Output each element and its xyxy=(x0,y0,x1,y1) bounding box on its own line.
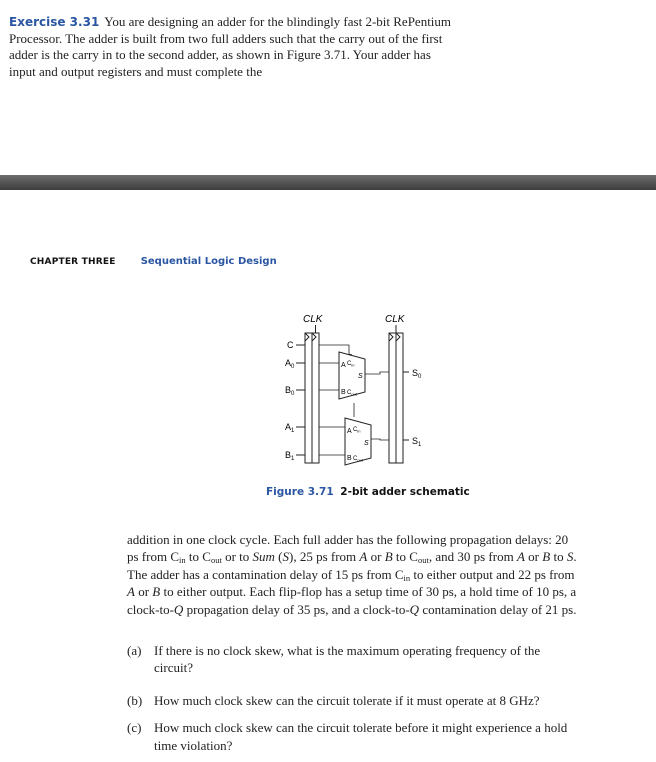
figure-title: 2-bit adder schematic xyxy=(340,486,470,498)
exercise-text: You are designing an adder for the blindingly fast 2-bit RePentium Processor. The adder is built from two full adders such that the carry out of the first adder is the carry in to the second adder, as shown in Figure 3.71. Your adder has input and output registers and must complete the xyxy=(9,14,452,79)
full-adder-0 xyxy=(339,352,365,399)
input-register xyxy=(305,325,319,463)
input-wires xyxy=(296,345,305,455)
question-c: (c) How much clock skew can the circuit tolerate before it might experience a hold time violation? xyxy=(127,720,568,753)
input-a1-label: $A_1$ xyxy=(285,422,295,434)
exercise-label: Exercise 3.31 xyxy=(9,15,100,29)
clk-right-label: CLK xyxy=(385,314,405,325)
output-s0-label: $S_0$ xyxy=(412,368,422,380)
svg-text:Cin: $C_{in}$ xyxy=(353,427,361,434)
body-paragraph: addition in one clock cycle. Each full adder has the following propagation delays: 20 ps from $C_{in}$ to $C_{out}$ or to Sum (S), 25 ps from A or B to $C_{out}$, and 30 ps from A or B to S. The adder has a contamination delay of 15 ps from $C_{in}$ to either output and 22 ps from A or B to either output. Each flip-flop has a setup time of 30 ps, a hold time of 10 ps, a clock-to-Q propagation delay of 35 ps, and a clock-to-Q contamination delay of 21 ps. xyxy=(127,532,577,617)
figure-number: Figure 3.71 xyxy=(266,486,334,498)
running-header xyxy=(30,256,277,267)
output-register xyxy=(389,325,403,463)
question-a: (a) If there is no clock skew, what is the maximum operating frequency of the circuit? xyxy=(127,643,541,676)
svg-text:B: B xyxy=(347,455,352,462)
chapter-label: CHAPTER THREE xyxy=(30,257,116,267)
input-b1-label: $B_1$ xyxy=(285,450,295,462)
svg-text:Cout: $C_{out}$ xyxy=(353,456,363,463)
output-s1-label: $S_1$ xyxy=(412,436,422,448)
input-c-label: C xyxy=(287,340,294,350)
question-list xyxy=(127,642,582,754)
output-wires xyxy=(403,372,409,440)
input-b0-label: $B_0$ xyxy=(285,385,295,397)
question-b: (b) How much clock skew can the circuit tolerate if it must operate at 8 GHz? xyxy=(127,692,540,708)
svg-text:A: A xyxy=(341,362,346,369)
input-a0-label: $A_0$ xyxy=(285,358,295,370)
chapter-title: Sequential Logic Design xyxy=(140,256,277,267)
adder-schematic xyxy=(275,308,445,480)
svg-text:Cin: $C_{in}$ xyxy=(347,361,355,368)
svg-text:B: B xyxy=(341,389,346,396)
svg-text:S: S xyxy=(364,440,369,447)
page-divider-bar xyxy=(0,175,656,190)
svg-text:A: A xyxy=(347,428,352,435)
full-adder-1 xyxy=(345,418,371,465)
svg-text:S: S xyxy=(358,373,363,380)
clk-left-label: CLK xyxy=(303,314,323,325)
exercise-paragraph xyxy=(9,14,459,80)
svg-text:Cout: $C_{out}$ xyxy=(347,390,357,397)
figure-caption xyxy=(266,486,470,498)
